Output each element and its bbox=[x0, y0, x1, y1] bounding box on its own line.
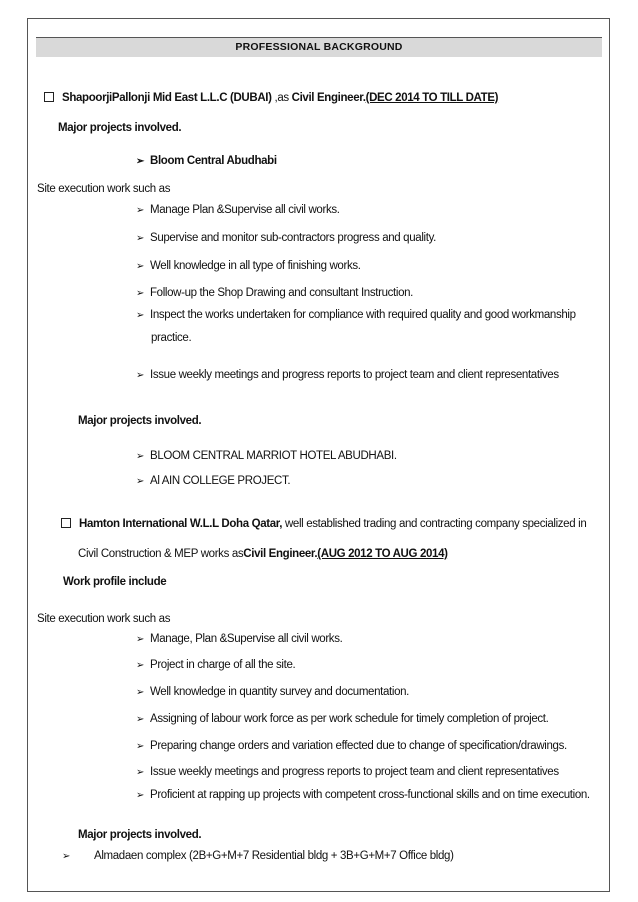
arrow-bullet-icon: ➢ bbox=[136, 370, 145, 381]
list-item: ➢ Well knowledge in all type of finishing works. bbox=[136, 260, 361, 272]
job1-project: ➢ Bloom Central Abudhabi bbox=[136, 155, 277, 167]
job2-company: Hamton International W.L.L Doha Qatar, bbox=[79, 518, 283, 530]
job2-site-label: Site execution work such as bbox=[37, 613, 171, 625]
arrow-bullet-icon: ➢ bbox=[136, 288, 145, 299]
arrow-bullet-icon: ➢ bbox=[136, 476, 145, 487]
list-item: ➢ Proficient at rapping up projects with competent cross-functional skills and on time execution. bbox=[136, 789, 590, 801]
arrow-bullet-icon: ➢ bbox=[62, 851, 71, 862]
arrow-bullet-icon: ➢ bbox=[136, 660, 145, 671]
job2-period: (AUG 2012 TO AUG 2014) bbox=[317, 548, 448, 560]
list-item-continuation: practice. bbox=[151, 332, 192, 344]
arrow-bullet-icon: ➢ bbox=[136, 233, 145, 244]
job1-site-label: Site execution work such as bbox=[37, 183, 171, 195]
arrow-bullet-icon: ➢ bbox=[136, 767, 145, 778]
arrow-bullet-icon: ➢ bbox=[136, 790, 145, 801]
arrow-bullet-icon: ➢ bbox=[136, 714, 145, 725]
checkbox-bullet-icon bbox=[61, 518, 71, 528]
job1-company: ShapoorjiPallonji Mid East L.L.C (DUBAI) bbox=[62, 92, 272, 104]
list-item: ➢ Supervise and monitor sub-contractors progress and quality. bbox=[136, 232, 436, 244]
list-item: ➢ Follow-up the Shop Drawing and consultant Instruction. bbox=[136, 287, 414, 299]
arrow-bullet-icon: ➢ bbox=[136, 261, 145, 272]
list-item: ➢ Well knowledge in quantity survey and documentation. bbox=[136, 686, 410, 698]
job1-projects-heading-2: Major projects involved. bbox=[78, 415, 202, 427]
arrow-bullet-icon: ➢ bbox=[136, 451, 145, 462]
job2-desc: well established trading and contracting company specialized in bbox=[282, 518, 587, 530]
list-item: ➢ BLOOM CENTRAL MARRIOT HOTEL ABUDHABI. bbox=[136, 450, 397, 462]
list-item: ➢ Almadaen complex (2B+G+M+7 Residential bldg + 3B+G+M+7 Office bldg) bbox=[62, 850, 454, 862]
job2-role: Civil Engineer. bbox=[243, 548, 318, 560]
job2-line bbox=[61, 518, 586, 530]
arrow-bullet-icon: ➢ bbox=[136, 310, 145, 321]
job1-projects-heading: Major projects involved. bbox=[58, 122, 182, 134]
checkbox-bullet-icon bbox=[44, 92, 54, 102]
list-item: ➢ Issue weekly meetings and progress reports to project team and client representatives bbox=[136, 766, 559, 778]
list-item: ➢ Issue weekly meetings and progress reports to project team and client representatives bbox=[136, 369, 559, 381]
job2-profile-heading: Work profile include bbox=[63, 576, 167, 588]
list-item: ➢ Manage, Plan &Supervise all civil works. bbox=[136, 633, 343, 645]
arrow-bullet-icon: ➢ bbox=[136, 205, 145, 216]
list-item: ➢ Assigning of labour work force as per work schedule for timely completion of project. bbox=[136, 713, 549, 725]
arrow-bullet-icon: ➢ bbox=[136, 741, 145, 752]
section-header-bar bbox=[36, 37, 602, 57]
section-title: PROFESSIONAL BACKGROUND bbox=[235, 41, 403, 53]
arrow-bullet-icon: ➢ bbox=[136, 687, 145, 698]
list-item: ➢ Manage Plan &Supervise all civil works. bbox=[136, 204, 340, 216]
list-item: ➢ Al AIN COLLEGE PROJECT. bbox=[136, 475, 291, 487]
job1-sep: ,as bbox=[271, 92, 292, 104]
job1-role: Civil Engineer. bbox=[291, 92, 366, 104]
list-item: ➢ Project in charge of all the site. bbox=[136, 659, 296, 671]
job1-period: (DEC 2014 TO TILL DATE) bbox=[365, 92, 499, 104]
list-item: ➢ Preparing change orders and variation effected due to change of specification/drawings. bbox=[136, 740, 567, 752]
job2-projects-heading: Major projects involved. bbox=[78, 829, 202, 841]
job2-line-2: Civil Construction & MEP works asCivil Engineer.(AUG 2012 TO AUG 2014) bbox=[78, 548, 448, 560]
job1-line bbox=[44, 92, 498, 104]
arrow-bullet-icon: ➢ bbox=[136, 156, 145, 167]
arrow-bullet-icon: ➢ bbox=[136, 634, 145, 645]
list-item: ➢ Inspect the works undertaken for compliance with required quality and good workmanship bbox=[136, 309, 576, 321]
